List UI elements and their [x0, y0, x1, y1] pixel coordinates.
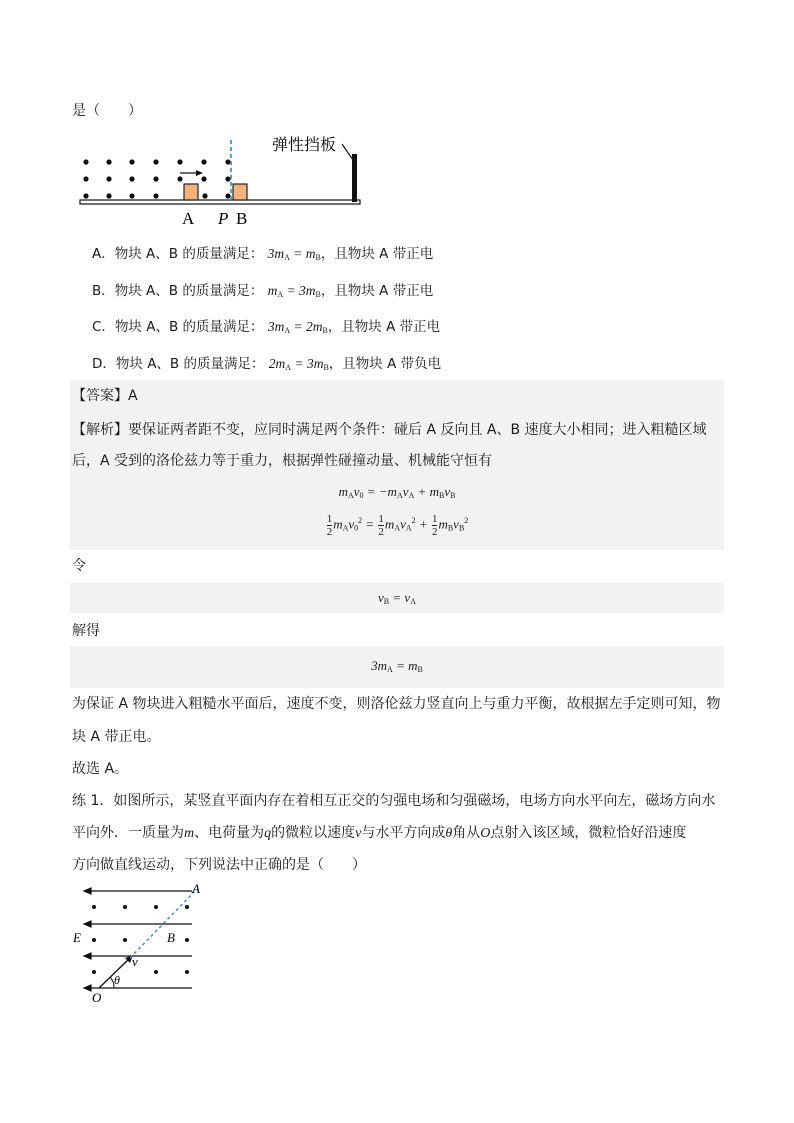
figure-field-diagram: [72, 880, 212, 1005]
equation-momentum: $m_Av_0 = -m_Av_A + m_Bv_B$: [338, 484, 456, 500]
exercise-line-1: 练 1．如图所示，某竖直平面内存在着相互正交的匀强电场和匀强磁场，电场方向水平向左，磁场方向水: [72, 793, 716, 809]
svg-text:θ: θ: [114, 973, 120, 987]
conclusion-line-1: 为保证 A 物块进入粗糙水平面后，速度不变，则洛伦兹力竖直向上与重力平衡，故根据左手定则可知，物: [72, 696, 721, 712]
equation-energy: $\frac{1}{2}$ $m_Av_0^2$ = $\frac{1}{2}$ $m_Av_A^2$ + $\frac{1}{2}$ $m_Bv_B^2$: [326, 513, 469, 538]
equation-let: $v_B = v_A$: [378, 590, 416, 606]
analysis-line-2: 后，A 受到的洛伦兹力等于重力，根据弹性碰撞动量、机械能守恒有: [72, 453, 493, 469]
word-jiede: 解得: [72, 623, 100, 639]
analysis-line-1: 【解析】要保证两者距不变，应同时满足两个条件：碰后 A 反向且 A、B 速度大小相同；进入粗糙区域: [72, 422, 707, 438]
block-b: [233, 184, 247, 200]
barrier-label: 弹性挡板: [272, 137, 337, 154]
equation-result: $3m_A = m_B$: [371, 658, 423, 674]
option-b[interactable]: B．物块 A、B 的质量满足： $m_A = 3m_B$，且物块 A 带正电: [92, 283, 434, 299]
word-ling: 令: [72, 558, 86, 574]
conclusion-line-2: 块 A 带正电。: [72, 729, 161, 745]
block-a: [184, 184, 198, 200]
figure-collision-diagram: [72, 132, 372, 232]
floor: [80, 200, 360, 204]
svg-text:A: A: [192, 881, 200, 896]
answer-value: A: [128, 388, 138, 404]
choose-line: 故选 A。: [72, 761, 129, 777]
svg-text:E: E: [73, 930, 81, 945]
elastic-barrier: [352, 154, 357, 202]
exercise-line-2: 平向外．一质量为m、电荷量为q的微粒以速度v与水平方向成θ角从O点射入该区域，微粒恰好沿速度: [72, 825, 687, 841]
electric-field-lines: [84, 888, 192, 991]
label-b: B: [236, 209, 248, 228]
magnetic-field-dots: [83, 159, 230, 198]
option-c[interactable]: C．物块 A、B 的质量满足： $3m_A = 2m_B$，且物块 A 带正电: [92, 319, 441, 335]
option-d[interactable]: D．物块 A、B 的质量满足： $2m_A = 3m_B$，且物块 A 带负电: [92, 356, 442, 372]
svg-text:v: v: [132, 954, 138, 969]
answer-line: 【答案】A: [72, 388, 138, 404]
question-tail: 是（ ）: [72, 103, 142, 119]
svg-text:O: O: [92, 990, 102, 1005]
option-a[interactable]: A．物块 A、B 的质量满足： $3m_A = m_B$，且物块 A 带正电: [92, 246, 434, 262]
label-a: A: [182, 209, 195, 228]
exercise-line-3: 方向做直线运动，下列说法中正确的是（ ）: [72, 857, 366, 873]
svg-text:B: B: [167, 930, 175, 945]
label-p: P: [218, 209, 229, 228]
